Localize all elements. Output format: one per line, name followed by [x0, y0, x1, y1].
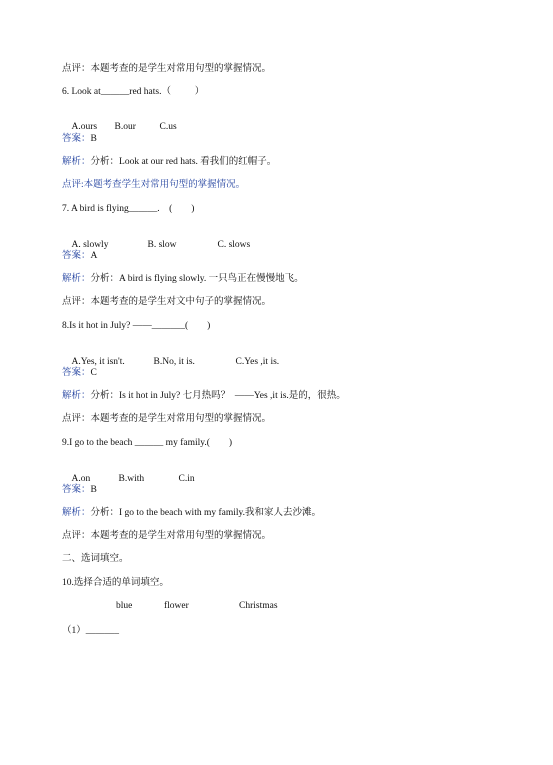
option-a: A. slowly: [71, 240, 109, 250]
explanation-label: 解析：: [62, 157, 91, 167]
word-bank-item: Christmas: [239, 601, 278, 611]
explanation-line: [62, 507, 321, 519]
explanation-line: [62, 273, 304, 285]
question-10: 10.选择合适的单词填空。: [62, 578, 169, 588]
comment-line: 点评：本题考查的是学生对常用句型的掌握情况。: [62, 64, 272, 74]
question-7: 7. A bird is flying______. ( ): [62, 204, 195, 214]
answer-line: [62, 484, 97, 496]
answer-value: C: [90, 368, 97, 378]
option-c: C.Yes ,it is.: [235, 357, 280, 367]
answer-label: 答案：: [62, 251, 91, 261]
comment-line: 点评：本题考查的是学生对文中句子的掌握情况。: [62, 297, 272, 307]
answer-line: [62, 367, 97, 379]
explanation-text: 分析：Is it hot in July? 七月热吗？ ——Yes ,it is.是的，很热。: [90, 391, 346, 401]
word-bank-item: blue: [116, 601, 133, 611]
option-b: B.with: [118, 474, 145, 484]
explanation-line: [62, 390, 346, 402]
option-c: C. slows: [217, 240, 251, 250]
option-b: B.our: [114, 122, 136, 132]
option-b: B. slow: [147, 240, 177, 250]
section-heading: 二、选词填空。: [62, 554, 129, 564]
answer-value: A: [90, 251, 98, 261]
option-c: C.in: [178, 474, 195, 484]
explanation-label: 解析：: [62, 274, 91, 284]
answer-label: 答案：: [62, 134, 91, 144]
explanation-line: [62, 156, 276, 168]
answer-value: B: [90, 485, 97, 495]
option-b: B.No, it is.: [153, 357, 195, 367]
answer-value: B: [90, 134, 97, 144]
question-6: 6. Look at______red hats.（ ）: [62, 87, 205, 97]
comment-line: 点评：本题考查的是学生对常用句型的掌握情况。: [62, 531, 272, 541]
word-bank-item: flower: [164, 601, 189, 611]
explanation-label: 解析：: [62, 391, 91, 401]
answer-label: 答案：: [62, 368, 91, 378]
option-a: A.Yes, it isn't.: [71, 357, 125, 367]
answer-label: 答案：: [62, 485, 91, 495]
explanation-text: 分析：Look at our red hats. 看我们的红帽子。: [90, 157, 277, 167]
comment-line: 点评:本题考查学生对常用句型的掌握情况。: [62, 180, 246, 190]
explanation-label: 解析：: [62, 508, 91, 518]
explanation-text: 分析：A bird is flying slowly. 一只鸟正在慢慢地飞。: [90, 274, 304, 284]
option-a: A.ours: [71, 122, 98, 132]
answer-line: [62, 250, 97, 262]
comment-line: 点评：本题考查的是学生对常用句型的掌握情况。: [62, 414, 272, 424]
option-c: C.us: [159, 122, 177, 132]
answer-line: [62, 133, 97, 145]
question-8: 8.Is it hot in July? ——_______( ): [62, 321, 211, 331]
fill-blank-1: （1）_______: [62, 626, 120, 636]
option-a: A.on: [71, 474, 91, 484]
question-9: 9.I go to the beach ______ my family.( ): [62, 438, 233, 448]
explanation-text: 分析：I go to the beach with my family.我和家人去沙滩。: [90, 508, 322, 518]
